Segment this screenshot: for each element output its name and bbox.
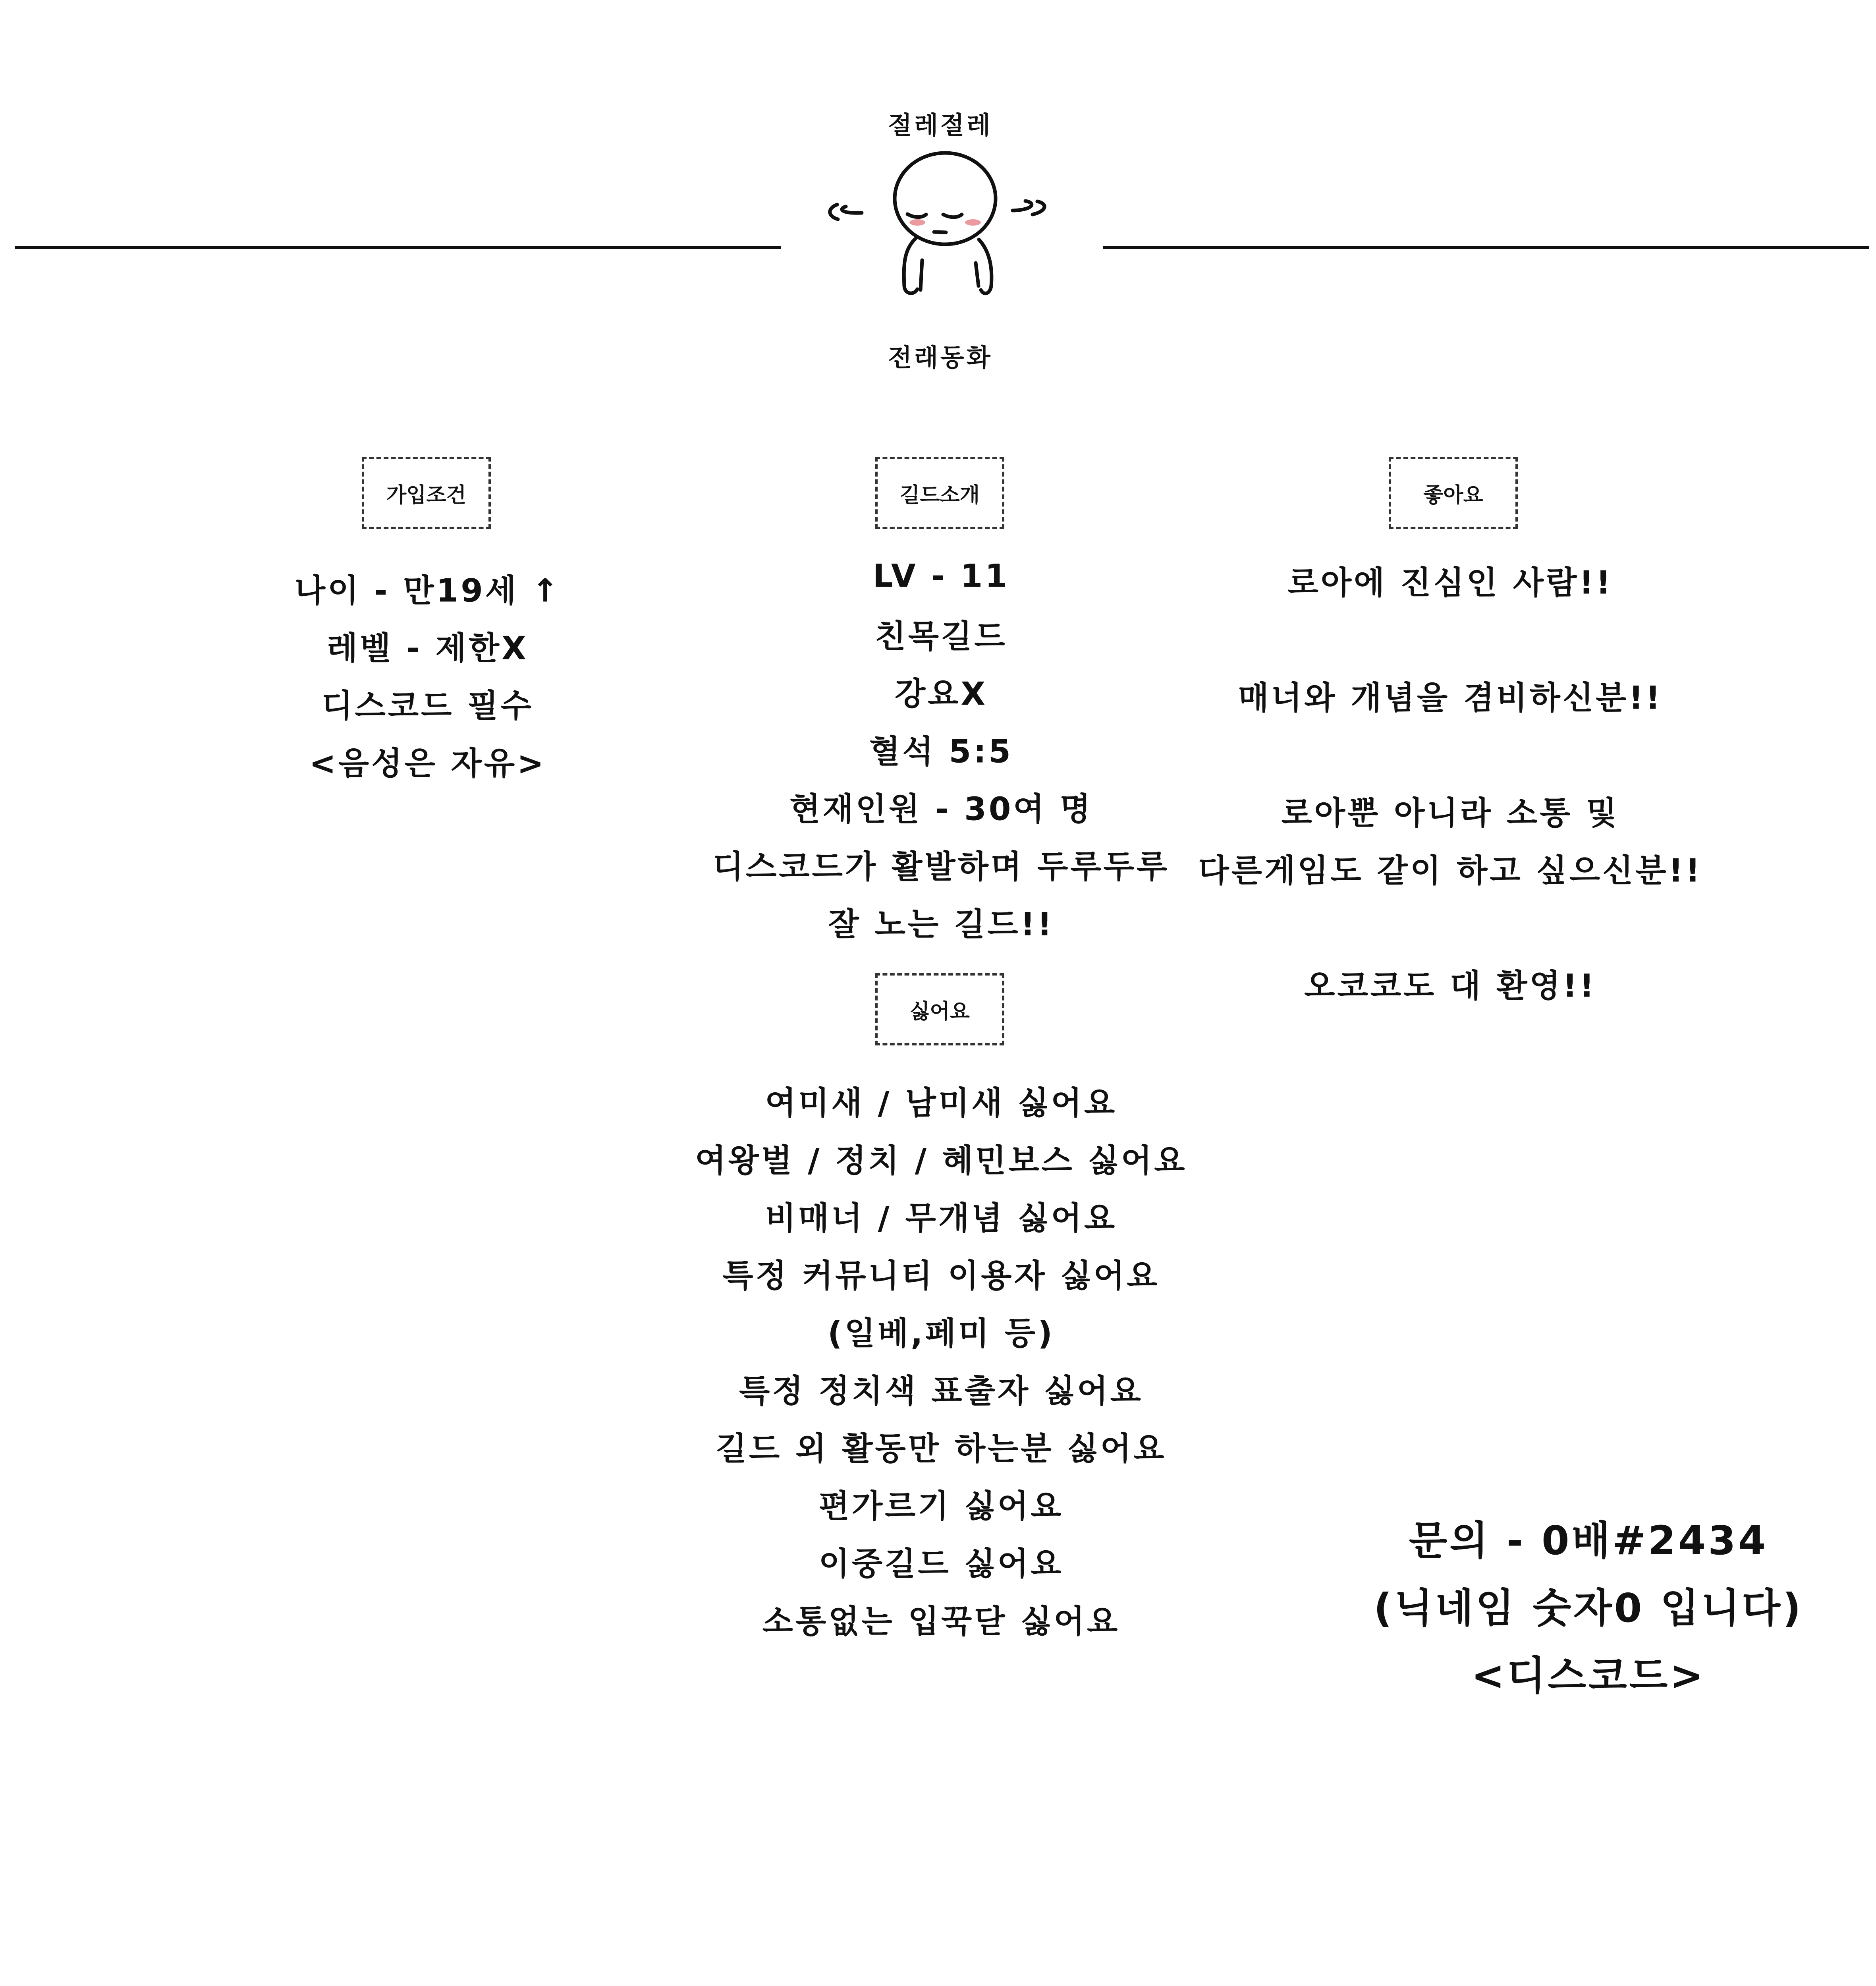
contact-platform: <디스코드> xyxy=(1471,1652,1706,1699)
dislikes-line: (일베,페미 등) xyxy=(828,1315,1055,1352)
dislikes-line: 여미새 / 남미새 싫어요 xyxy=(765,1084,1117,1122)
join-line: 레벨 - 제한X xyxy=(327,630,529,667)
dislikes-line: 특정 커뮤니티 이용자 싫어요 xyxy=(722,1257,1160,1294)
divider-left xyxy=(15,246,781,249)
intro-line: 디스코드가 활발하며 두루두루 xyxy=(712,848,1170,885)
join-line: <음성은 자유> xyxy=(309,745,546,782)
head-shaking-character-illustration xyxy=(818,119,1064,342)
intro-line: 친목길드 xyxy=(875,618,1007,655)
section-title-text: 길드소개 xyxy=(900,483,980,507)
section-title-text: 싫어요 xyxy=(910,999,970,1024)
dislikes-line: 비매너 / 무개념 싫어요 xyxy=(765,1200,1117,1237)
likes-line: 다른게임도 같이 하고 싶으신분!! xyxy=(1198,852,1702,889)
section-title-text: 가입조건 xyxy=(386,483,466,507)
contact-note: (닉네임 숫자0 입니다) xyxy=(1374,1585,1803,1631)
likes-line: 오코코도 대 환영!! xyxy=(1304,967,1596,1005)
intro-line: 잘 노는 길드!! xyxy=(828,906,1054,943)
intro-line: LV - 11 xyxy=(872,557,1010,595)
dislikes-line: 길드 외 활동만 하는분 싫어요 xyxy=(716,1430,1167,1467)
dislikes-line: 특정 정치색 표출자 싫어요 xyxy=(739,1372,1143,1410)
likes-line: 매너와 개념을 겸비하신분!! xyxy=(1238,679,1663,717)
section-title-guild-intro xyxy=(875,457,1004,529)
likes-line: 로아뿐 아니라 소통 및 xyxy=(1281,794,1619,832)
intro-line: 혈석 5:5 xyxy=(869,733,1013,770)
divider-right xyxy=(1103,246,1869,249)
intro-line: 현재인원 - 30여 명 xyxy=(789,790,1093,828)
character-bottom-caption: 전래동화 xyxy=(888,343,993,372)
dislikes-line: 이중길드 싫어요 xyxy=(818,1545,1064,1582)
dislikes-line: 편가르기 싫어요 xyxy=(818,1488,1064,1525)
character-top-caption: 절레절레 xyxy=(888,110,993,140)
intro-line: 강요X xyxy=(894,675,988,713)
likes-line: 로아에 진심인 사람!! xyxy=(1287,564,1613,601)
section-title-text: 좋아요 xyxy=(1423,483,1483,507)
section-title-join-requirements xyxy=(362,457,491,529)
join-line: 디스코드 필수 xyxy=(322,687,534,724)
join-line: 나이 - 만19세 ↑ xyxy=(294,572,561,609)
section-title-likes xyxy=(1389,457,1518,529)
section-title-dislikes xyxy=(875,973,1004,1045)
dislikes-line: 여왕벌 / 정치 / 혜민보스 싫어요 xyxy=(695,1142,1187,1179)
contact-discord-id: 문의 - 0배#2434 xyxy=(1409,1517,1768,1564)
dislikes-line: 소통없는 입꾹닫 싫어요 xyxy=(762,1603,1120,1640)
